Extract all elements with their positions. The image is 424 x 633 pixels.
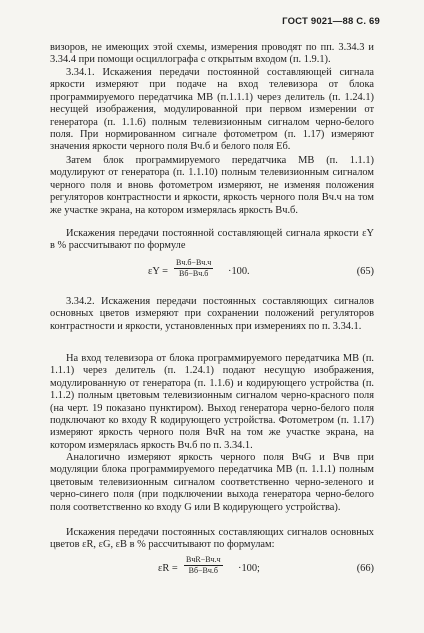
formula-rhs: ·100. <box>228 266 250 277</box>
paragraph-analog <box>50 452 374 514</box>
paragraph-generator <box>50 155 374 217</box>
formula-denominator: Bб−Bч.б <box>178 269 209 278</box>
paragraph-text: Затем блок программируемого передатчика МВ (п. 1.1.1) модулируют от генератора (п. 1.1.10) полным телевизионным сигналом черного поля и вновь фотометром измеряют, не изменяя положения регуляторов контрастности и яркости, яркость черного поля Bч.ч на том же участке экрана, на котором измерялась яркость Bч.б. <box>50 155 374 216</box>
paragraph-input <box>50 353 374 452</box>
formula-rhs: ·100; <box>238 563 260 574</box>
paragraph-text: 3.34.2. Искажения передачи постоянных составляющих сигналов основных цветов измеряют при сохранении положений регуляторов контрастности и яркости, установленных при измерениях по п. 3.34.1. <box>50 296 374 332</box>
paragraph-3-34-1 <box>50 67 374 154</box>
page-header: ГОСТ 9021—88 С. 69 <box>282 16 380 27</box>
paragraph-text: 3.34.1. Искажения передачи постоянной составляющей сигнала яркости измеряют при подаче на вход телевизора от блока программируемого передатчика МВ (п.1.1.1) через делитель (п. 1.24.1) несущей изображения, модулированной при первом измерении от генератора (п. 1.1.6) полным телевизионным сигналом черно-белого поля. При нормированном сигнале фотометром (п. 1.17) измеряют значения яркости черного поля Bч.б и белого поля Eб. <box>50 67 374 153</box>
formula-number: (66) <box>356 563 374 574</box>
formula-66 <box>50 555 374 581</box>
paragraph-text: Искажения передачи постоянных составляющих сигналов основных цветов εR, εG, εB в % рассчитывают по формулам: <box>50 527 374 551</box>
paragraph-3-34-2 <box>50 296 374 333</box>
paragraph-intro <box>50 42 374 67</box>
paragraph-text: Искажения передачи постоянной составляющей сигнала яркости εY в % рассчитывают по формуле <box>50 228 374 252</box>
formula-lhs: εY = <box>148 266 168 277</box>
paragraph-text: На вход телевизора от блока программируемого передатчика МВ (п. 1.1.1) через делитель (п. 1.24.1) подают несущую изображения, модулированную от генератора (п. 1.1.6) и кодирующего устройства (п. 1.1.2) полным цветовым телевизионным сигналом черно-красного поля (на черт. 19 показано пунктиром). Выход генератора черно-белого поля подключают ко входу R кодирующего устройства. Фотометром (п. 1.17) измеряют яркость черного поля BчR на том же участке экрана, на котором измерялась яркость Bч.б по п. 3.34.1. <box>50 353 374 451</box>
paragraph-text: визоров, не имеющих этой схемы, измерения проводят по пп. 3.34.3 и 3.34.4 при помощи осциллографа с открытым входом (п. 1.9.1). <box>50 42 374 66</box>
paragraph-formulas-intro <box>50 527 374 552</box>
formula-numerator: Bч.б−Bч.ч <box>176 258 212 267</box>
formula-fraction <box>184 555 223 576</box>
formula-denominator: Bб−Bч.б <box>188 566 218 575</box>
paragraph-text: Аналогично измеряют яркость черного поля BчG и Bчв при модуляции блока программируемого передатчика МВ (п. 1.1.1) полным цветовым телевизионным сигналом соответственно черно-зеленого и черно-синего поля (при подключении выхода генератора черно-белого поля соответственно ко входу G или B кодирующего устройства). <box>50 452 374 513</box>
formula-number: (65) <box>356 266 374 277</box>
formula-lhs: εR = <box>158 563 178 574</box>
formula-numerator: BчR−Bч.ч <box>186 555 221 564</box>
paragraph-formula-intro <box>50 228 374 253</box>
formula-65 <box>50 258 374 284</box>
formula-fraction <box>174 258 213 279</box>
